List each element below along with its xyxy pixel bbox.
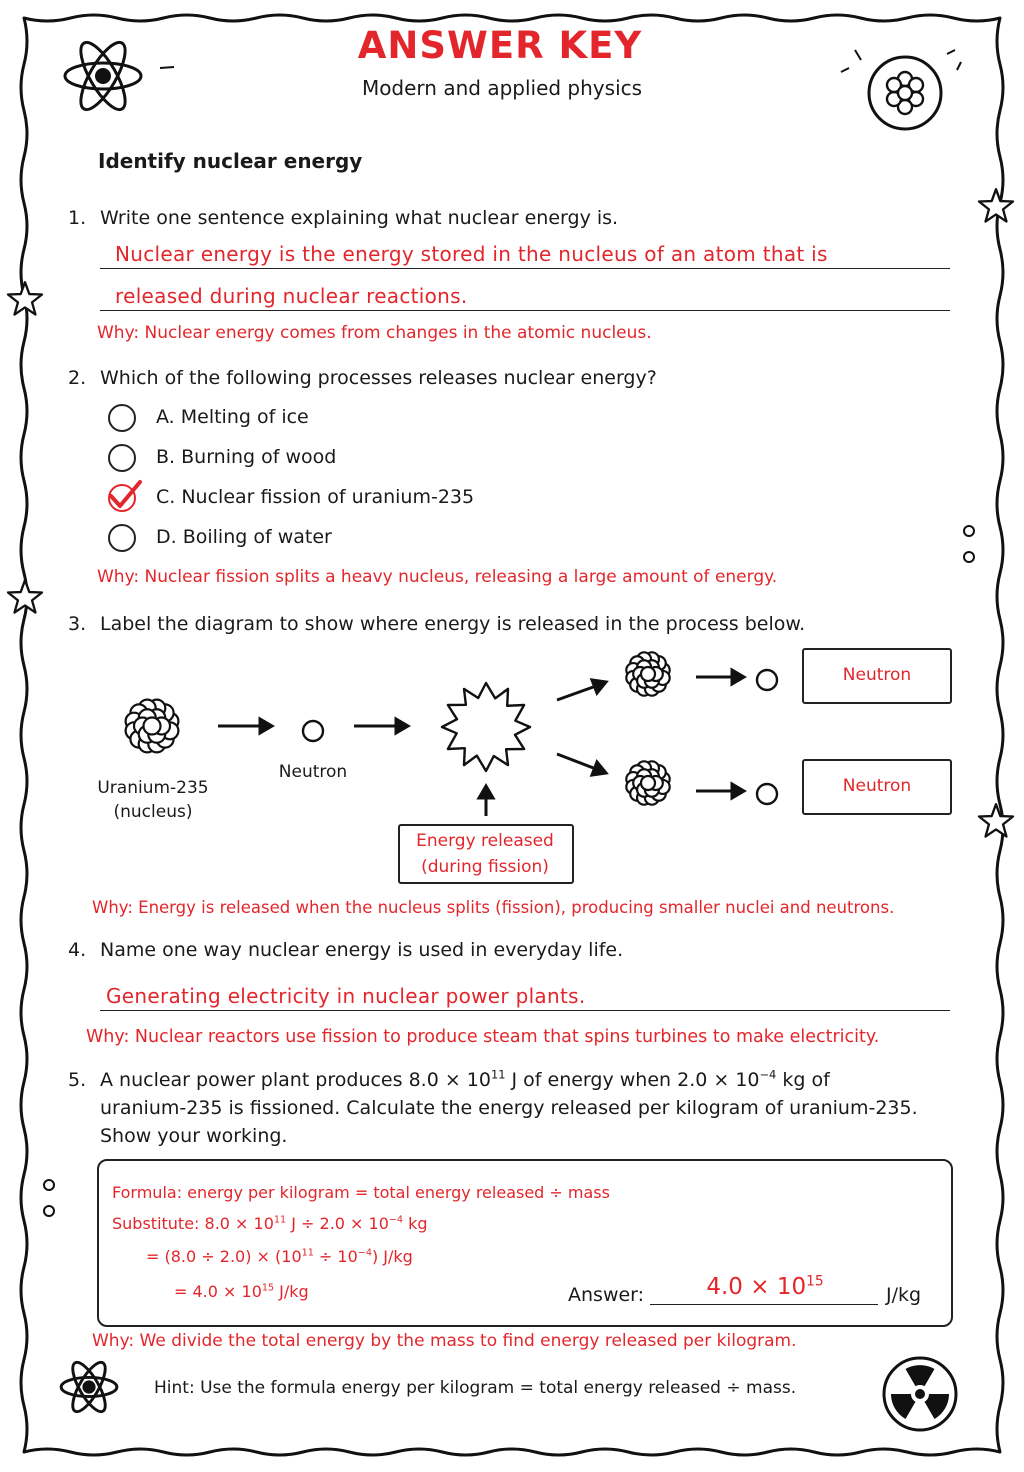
neutron-box-bottom-label: Neutron xyxy=(842,776,912,796)
working-step-3: = $4.0 \times 10^{15}$ J/kg xyxy=(174,1282,309,1301)
neutron-label: Neutron xyxy=(278,762,348,782)
section-title: Identify nuclear energy xyxy=(98,149,363,173)
substitute-line: Substitute: $8.0 \times 10^{11}$ $J \div 2.0 \times 10^{-4}$ kg xyxy=(112,1214,428,1233)
answer-rule xyxy=(100,1010,950,1011)
q5-text-line2: uranium-235 is fissioned. Calculate the energy released per kilogram of uranium-235. xyxy=(100,1097,918,1119)
q4-number: 4. xyxy=(68,939,87,961)
q2-text: Which of the following processes releases nuclear energy? xyxy=(100,367,657,389)
answer-unit: J/kg xyxy=(886,1284,922,1306)
q3-number: 3. xyxy=(68,613,87,635)
q1-answer-line2: released during nuclear reactions. xyxy=(115,284,468,308)
neutron-icon xyxy=(757,784,777,804)
q4-answer: Generating electricity in nuclear power plants. xyxy=(106,984,586,1008)
energy-released-label: Energy released xyxy=(416,831,554,851)
radiation-icon xyxy=(880,1354,960,1434)
star-icon xyxy=(975,185,1017,227)
option-a-radio[interactable] xyxy=(108,404,136,432)
uranium-nucleus-icon xyxy=(126,700,179,753)
q4-text: Name one way nuclear energy is used in everyday life. xyxy=(100,939,624,961)
neutron-box-top-label: Neutron xyxy=(842,665,912,685)
option-b-label: B. Burning of wood xyxy=(156,446,337,468)
star-icon xyxy=(4,576,46,618)
page-title: ANSWER KEY xyxy=(357,24,643,67)
answer-value: $4.0 \times 10^{15}$ xyxy=(706,1273,824,1300)
daughter-nucleus-icon xyxy=(626,761,669,804)
q5-number: 5. xyxy=(68,1069,87,1091)
q1-why: Why: Nuclear energy comes from changes in the atomic nucleus. xyxy=(97,323,652,343)
option-c-label: C. Nuclear fission of uranium-235 xyxy=(156,486,475,508)
option-d-radio[interactable] xyxy=(108,524,136,552)
q1-number: 1. xyxy=(68,207,87,229)
q3-text: Label the diagram to show where energy is released in the process below. xyxy=(100,613,806,635)
neutron-icon xyxy=(303,721,323,741)
q3-why: Why: Energy is released when the nucleus splits (fission), producing smaller nuclei and neutrons. xyxy=(92,898,895,917)
daughter-nucleus-icon xyxy=(626,652,669,695)
answer-rule xyxy=(100,268,950,269)
page-subtitle: Modern and applied physics xyxy=(361,76,643,100)
q2-why: Why: Nuclear fission splits a heavy nucleus, releasing a large amount of energy. xyxy=(97,567,778,587)
q5-text-line1: A nuclear power plant produces $8.0 \times 10^{11}$ J of energy when $2.0 \times 10^{-4}$ kg of xyxy=(100,1067,830,1091)
q2-number: 2. xyxy=(68,367,87,389)
star-icon xyxy=(4,278,46,320)
answer-label: Answer: xyxy=(568,1284,645,1306)
q5-text-line3: Show your working. xyxy=(100,1125,288,1147)
hint-text: Hint: Use the formula energy per kilogram = total energy released ÷ mass. xyxy=(154,1378,797,1398)
energy-burst-icon xyxy=(442,683,530,771)
uranium-label: Uranium-235 xyxy=(97,778,209,798)
dots-icon xyxy=(958,520,980,570)
answer-rule xyxy=(650,1304,878,1305)
energy-released-sub: (during fission) xyxy=(421,857,549,877)
formula-line: Formula: energy per kilogram = total energy released ÷ mass xyxy=(112,1183,610,1202)
option-d-label: D. Boiling of water xyxy=(156,526,332,548)
checkmark-icon xyxy=(104,478,144,514)
option-b-radio[interactable] xyxy=(108,444,136,472)
q5-why: Why: We divide the total energy by the mass to find energy released per kilogram. xyxy=(92,1331,797,1351)
q1-answer-line1: Nuclear energy is the energy stored in the nucleus of an atom that is xyxy=(115,242,828,266)
atom-icon xyxy=(56,1352,122,1422)
q1-text: Write one sentence explaining what nuclear energy is. xyxy=(100,207,619,229)
q4-why: Why: Nuclear reactors use fission to produce steam that spins turbines to make electricity. xyxy=(86,1027,880,1047)
dots-icon xyxy=(38,1174,60,1224)
uranium-label-sub: (nucleus) xyxy=(113,802,193,822)
neutron-icon xyxy=(757,670,777,690)
working-step-2: = $(8.0 \div 2.0) \times (10^{11} \div 10^{-4})$ J/kg xyxy=(146,1247,413,1266)
answer-rule xyxy=(100,310,950,311)
option-a-label: A. Melting of ice xyxy=(156,406,309,428)
